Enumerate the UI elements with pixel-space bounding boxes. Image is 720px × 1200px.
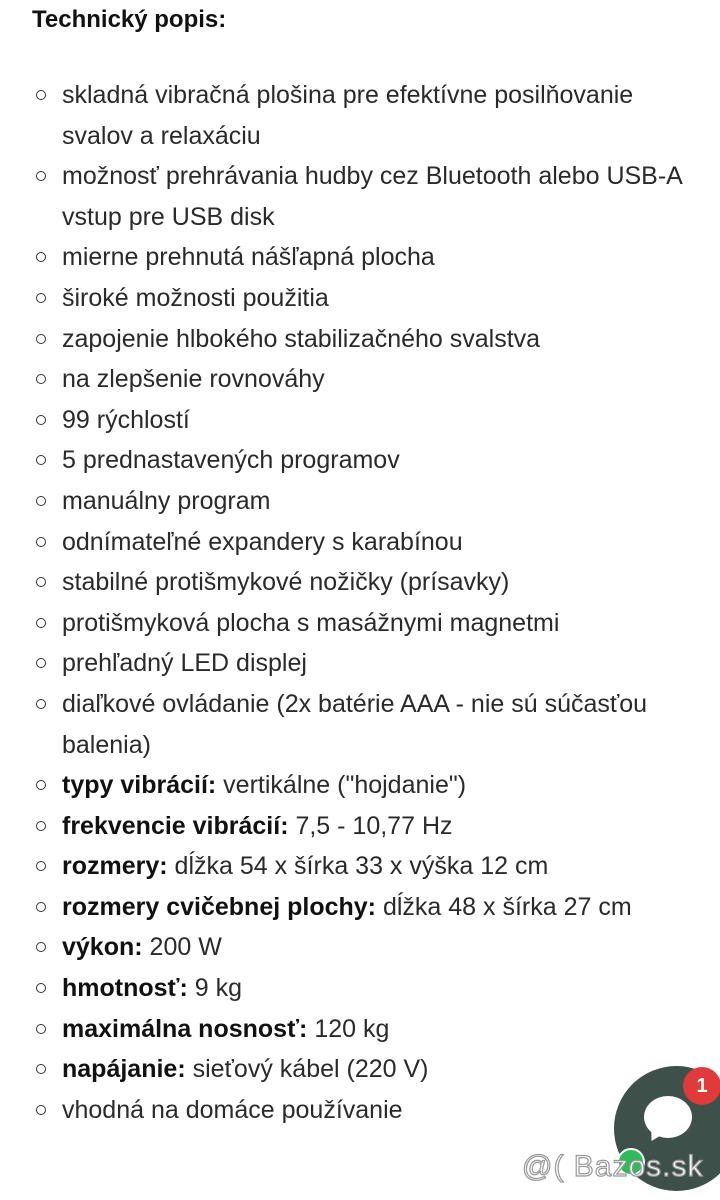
item-label: rozmery: — [62, 852, 168, 881]
item-text: odnímateľné expandery s karabínou — [62, 527, 463, 556]
item-text: dĺžka 48 x šírka 27 cm — [376, 892, 632, 921]
item-text: 200 W — [142, 933, 222, 962]
list-item — [0, 156, 700, 237]
bullet-circle-icon — [36, 90, 46, 100]
bullet-circle-icon — [36, 699, 46, 709]
list-item — [0, 1049, 700, 1090]
bullet-circle-icon — [36, 983, 46, 993]
list-item — [0, 359, 700, 400]
list-item — [0, 603, 700, 644]
list-item — [0, 765, 700, 806]
item-text: sieťový kábel (220 V) — [185, 1055, 429, 1084]
item-text: široké možnosti použitia — [62, 283, 329, 312]
bullet-circle-icon — [36, 902, 46, 912]
bullet-circle-icon — [36, 1105, 46, 1115]
bullet-circle-icon — [36, 496, 46, 506]
bullet-circle-icon — [36, 334, 46, 344]
item-text: 7,5 - 10,77 Hz — [288, 811, 453, 840]
item-text: prehľadný LED displej — [62, 649, 307, 678]
bullet-circle-icon — [36, 618, 46, 628]
section-title: Technický popis: — [32, 6, 227, 33]
item-text: možnosť prehrávania hudby cez Bluetooth alebo USB-A vstup pre USB disk — [62, 162, 682, 231]
list-item — [0, 927, 700, 968]
bullet-circle-icon — [36, 942, 46, 952]
list-item — [0, 237, 700, 278]
list-item — [0, 400, 700, 441]
list-item — [0, 278, 700, 319]
list-item — [0, 846, 700, 887]
list-item — [0, 319, 700, 360]
item-text: vertikálne ("hojdanie") — [216, 771, 467, 800]
item-text: vhodná na domáce používanie — [62, 1095, 403, 1124]
list-item — [0, 75, 700, 156]
item-label: maximálna nosnosť: — [62, 1014, 308, 1043]
item-text: dĺžka 54 x šírka 33 x výška 12 cm — [167, 852, 549, 881]
item-label: hmotnosť: — [62, 974, 188, 1003]
list-item — [0, 1009, 700, 1050]
list-item — [0, 1090, 700, 1131]
list-item — [0, 806, 700, 847]
list-item — [0, 481, 700, 522]
item-text: 99 rýchlostí — [62, 405, 190, 434]
item-text: manuálny program — [62, 486, 271, 515]
bullet-circle-icon — [36, 415, 46, 425]
list-item — [0, 684, 700, 765]
bullet-circle-icon — [36, 658, 46, 668]
item-text: 9 kg — [187, 974, 243, 1003]
watermark: @( Bazos.sk — [522, 1150, 704, 1183]
item-text: 120 kg — [307, 1014, 390, 1043]
bullet-circle-icon — [36, 1024, 46, 1034]
bullet-circle-icon — [36, 537, 46, 547]
item-label: frekvencie vibrácií: — [62, 811, 289, 840]
bullet-circle-icon — [36, 171, 46, 181]
list-item — [0, 968, 700, 1009]
bullet-circle-icon — [36, 455, 46, 465]
chat-unread-badge: 1 — [683, 1067, 720, 1105]
item-text: 5 prednastavených programov — [62, 446, 400, 475]
bullet-circle-icon — [36, 293, 46, 303]
bullet-circle-icon — [36, 374, 46, 384]
list-item — [0, 887, 700, 928]
spec-list — [0, 75, 700, 1130]
bullet-circle-icon — [36, 821, 46, 831]
bullet-circle-icon — [36, 1064, 46, 1074]
item-label: rozmery cvičebnej plochy: — [62, 892, 377, 921]
list-item — [0, 643, 700, 684]
item-label: napájanie: — [62, 1055, 186, 1084]
item-text: zapojenie hlbokého stabilizačného svalstva — [62, 324, 541, 353]
item-text: stabilné protišmykové nožičky (prísavky) — [62, 568, 510, 597]
list-item — [0, 440, 700, 481]
item-text: skladná vibračná plošina pre efektívne posilňovanie svalov a relaxáciu — [62, 81, 634, 150]
bullet-circle-icon — [36, 861, 46, 871]
list-item — [0, 522, 700, 563]
item-text: protišmyková plocha s masážnymi magnetmi — [62, 608, 560, 637]
list-item — [0, 562, 700, 603]
bullet-circle-icon — [36, 252, 46, 262]
bullet-circle-icon — [36, 577, 46, 587]
item-text: na zlepšenie rovnováhy — [62, 365, 325, 394]
item-label: typy vibrácií: — [62, 771, 217, 800]
item-text: mierne prehnutá nášľapná plocha — [62, 243, 435, 272]
bullet-circle-icon — [36, 780, 46, 790]
item-label: výkon: — [62, 933, 143, 962]
item-text: diaľkové ovládanie (2x batérie AAA - nie sú súčasťou balenia) — [62, 689, 648, 759]
